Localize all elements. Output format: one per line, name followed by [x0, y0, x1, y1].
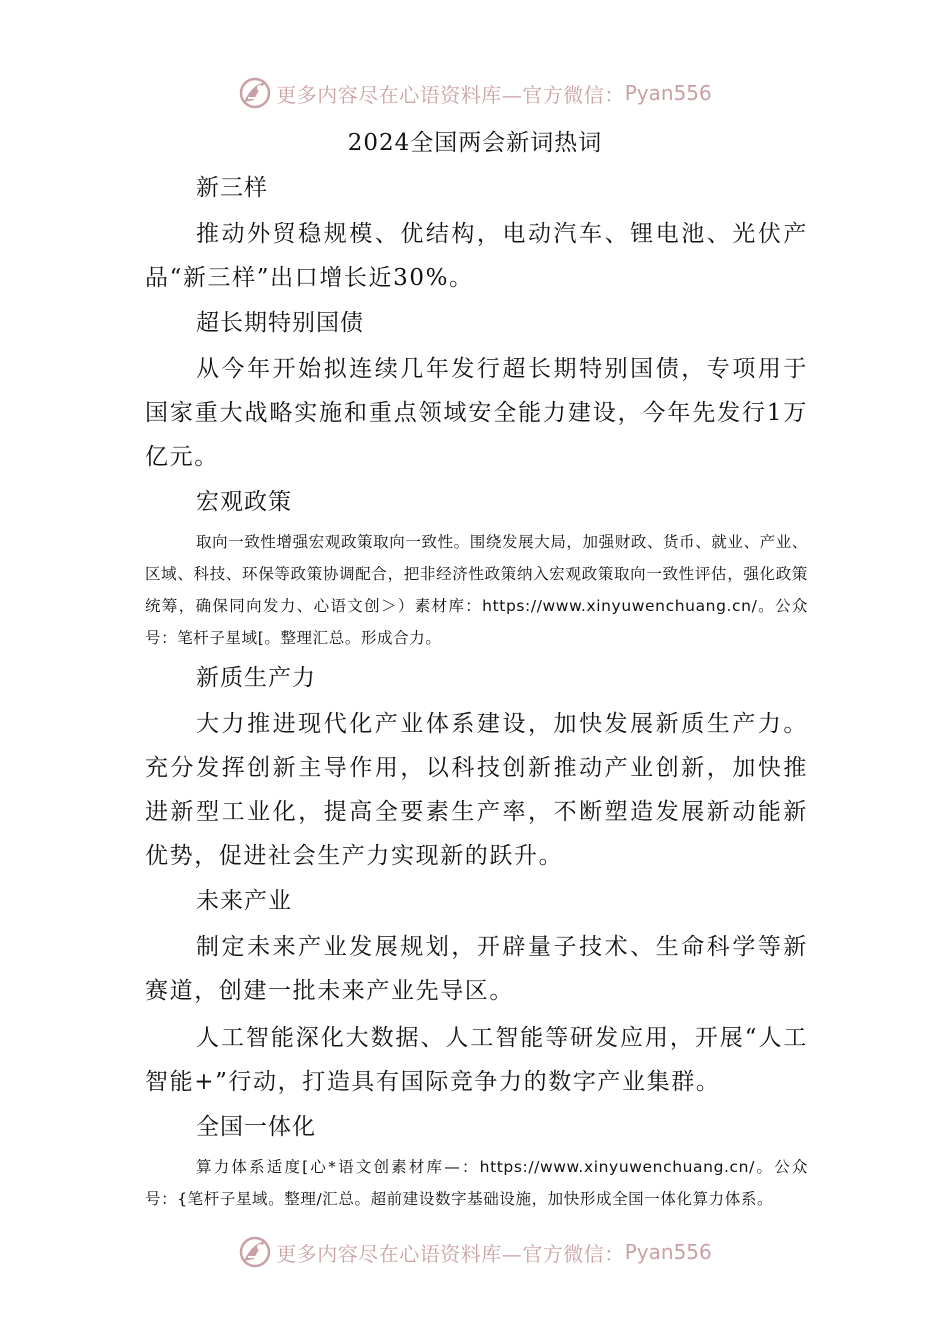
footer-banner	[0, 1232, 950, 1272]
section-heading: 新质生产力	[196, 665, 316, 691]
banner-wechat-id: Pyan556	[624, 81, 712, 105]
banner-wechat-id: Pyan556	[624, 1240, 712, 1264]
section-paragraph: 人工智能深化大数据、人工智能等研发应用，开展“人工智能+”行动，打造具有国际竞争力的数字产业集群。	[145, 1025, 808, 1095]
section-heading: 宏观政策	[196, 489, 292, 515]
section-paragraph: 推动外贸稳规模、优结构，电动汽车、锂电池、光伏产品“新三样”出口增长近30%。	[145, 221, 808, 291]
section-heading: 超长期特别国债	[196, 310, 364, 336]
section-heading: 未来产业	[196, 888, 292, 914]
section-paragraph: 制定未来产业发展规划，开辟量子技术、生命科学等新赛道，创建一批未来产业先导区。	[145, 934, 808, 1004]
section-note: 算力体系适度[心*语文创素材库—：https://www.xinyuwenchuang.cn/。公众号：{笔杆子星域。整理/汇总。超前建设数字基础设施，加快形成全国一体化算力体系。	[145, 1158, 808, 1208]
section-heading: 新三样	[196, 175, 268, 201]
brand-logo-icon	[238, 1235, 272, 1269]
brand-logo-icon	[238, 76, 272, 110]
document-body	[145, 168, 808, 1219]
banner-text: 更多内容尽在心语资料库—官方微信：	[276, 1241, 625, 1266]
section-note: 取向一致性增强宏观政策取向一致性。围绕发展大局，加强财政、货币、就业、产业、区域、科技、环保等政策协调配合，把非经济性政策纳入宏观政策取向一致性评估，强化政策统筹，确保同向发力、心语文创＞）素材库：https://www.xinyuwenchuang.cn/。公众号：笔杆子星域[。整理汇总。形成合力。	[145, 533, 808, 647]
section-heading: 全国一体化	[196, 1114, 316, 1140]
section-paragraph: 大力推进现代化产业体系建设，加快发展新质生产力。充分发挥创新主导作用，以科技创新推动产业创新，加快推进新型工业化，提高全要素生产率，不断塑造发展新动能新优势，促进社会生产力实现新的跃升。	[145, 711, 808, 869]
section-paragraph: 从今年开始拟连续几年发行超长期特别国债，专项用于国家重大战略实施和重点领域安全能力建设，今年先发行1万亿元。	[145, 356, 808, 470]
document-title: 2024全国两会新词热词	[347, 130, 603, 156]
header-banner	[0, 73, 950, 113]
banner-text: 更多内容尽在心语资料库—官方微信：	[276, 82, 625, 107]
